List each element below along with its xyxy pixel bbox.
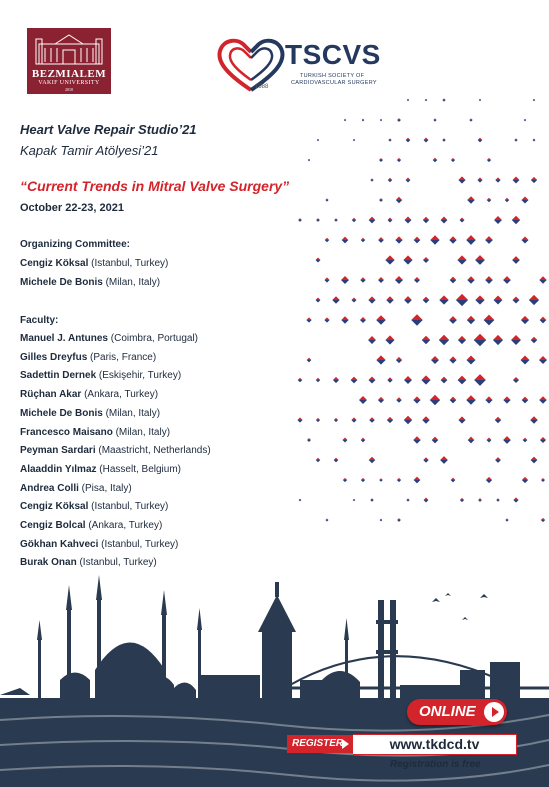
diamond-dot: [451, 478, 456, 483]
university-year: 2010: [65, 87, 73, 92]
diamond-dot: [406, 138, 411, 143]
diamond-dot: [540, 317, 547, 324]
diamond-dot: [531, 457, 538, 464]
diamond-dot: [396, 397, 402, 403]
diamond-dot: [503, 396, 510, 403]
diamond-dot: [341, 316, 348, 323]
diamond-dot: [451, 158, 455, 162]
member-name: Sadettin Dernek: [20, 370, 97, 382]
diamond-dot: [432, 437, 439, 444]
diamond-dot: [474, 334, 487, 347]
society-founding-year: 1988: [255, 84, 269, 90]
diamond-dot: [474, 374, 486, 386]
diamond-dot: [450, 397, 457, 404]
diamond-dot: [522, 477, 528, 483]
heart-logo-icon: [215, 34, 287, 94]
diamond-dot: [495, 457, 501, 463]
diamond-dot: [368, 336, 376, 344]
diamond-dot: [458, 336, 466, 344]
diamond-dot: [351, 297, 356, 302]
diamond-dot: [523, 438, 528, 443]
diamond-dot: [493, 335, 503, 345]
diamond-dot: [370, 498, 373, 501]
member-location: (Maastricht, Netherlands): [95, 445, 211, 457]
diamond-dot: [485, 236, 493, 244]
faculty-member: [20, 389, 158, 400]
diamond-dot: [397, 518, 401, 522]
faculty-member: [20, 445, 211, 456]
diamond-dot: [541, 478, 545, 482]
diamond-dot: [315, 257, 320, 262]
diamond-dot: [325, 518, 328, 521]
member-location: (Milan, Italy): [102, 407, 161, 419]
diamond-dot: [397, 478, 401, 482]
diamond-dot: [325, 198, 328, 201]
diamond-dot: [316, 378, 320, 382]
diamond-dot: [439, 335, 449, 345]
diamond-dot: [308, 159, 310, 161]
diamond-dot: [430, 235, 439, 244]
diamond-dot: [478, 498, 482, 502]
member-location: (Ankara, Turkey): [81, 389, 159, 401]
member-name: Manuel J. Antunes: [20, 333, 108, 344]
diamond-dot: [351, 377, 358, 384]
diamond-dot: [503, 436, 511, 444]
faculty-member: [20, 501, 168, 512]
diamond-dot: [475, 255, 485, 265]
diamond-dot: [413, 396, 420, 403]
diamond-dot: [522, 397, 529, 404]
university-subtitle: VAKIF UNIVERSITY: [38, 80, 100, 86]
diamond-dot: [423, 457, 428, 462]
diamond-dot: [411, 314, 422, 325]
diamond-dot: [485, 276, 493, 284]
member-name: Cengiz Bolcal: [20, 520, 86, 531]
diamond-dot: [422, 336, 431, 345]
diamond-dot: [388, 218, 393, 223]
diamond-dot: [380, 519, 383, 522]
diamond-dot: [485, 396, 492, 403]
faculty-member: [20, 427, 170, 438]
diamond-dot: [379, 158, 383, 162]
diamond-dot: [487, 438, 492, 443]
diamond-dot: [449, 236, 456, 243]
diamond-dot: [316, 298, 321, 303]
diamond-dot: [505, 198, 509, 202]
diamond-dot: [467, 196, 475, 204]
play-icon: [484, 702, 504, 722]
diamond-dot: [353, 139, 355, 141]
diamond-dot: [423, 257, 429, 263]
diamond-dot: [368, 376, 375, 383]
diamond-dot: [521, 236, 528, 243]
diamond-dot: [521, 196, 528, 203]
member-location: (Eskişehir, Turkey): [96, 370, 182, 382]
faculty-member: [20, 408, 160, 419]
diamond-dot: [387, 417, 393, 423]
diamond-dot: [430, 395, 440, 405]
diamond-dot: [344, 119, 346, 121]
faculty-member: [20, 352, 156, 363]
diamond-dot: [414, 237, 421, 244]
diamond-dot: [369, 217, 376, 224]
diamond-dot: [424, 138, 429, 143]
diamond-dot: [316, 218, 320, 222]
diamond-dot: [324, 277, 329, 282]
diamond-dot: [396, 197, 402, 203]
diamond-dot: [449, 316, 457, 324]
diamond-dot: [433, 158, 438, 163]
diamond-dot: [413, 436, 421, 444]
diamond-dot: [385, 255, 394, 264]
arrow-right-icon: [342, 739, 349, 749]
diamond-dot: [368, 296, 375, 303]
organizing-member: [20, 258, 168, 269]
member-name: Gilles Dreyfus: [20, 351, 88, 363]
member-name: Gökhan Kahveci: [20, 538, 99, 550]
diamond-dot: [423, 297, 430, 304]
diamond-dot: [503, 276, 511, 284]
diamond-dot: [540, 437, 546, 443]
member-name: Francesco Maisano: [20, 426, 113, 438]
member-location: (Istanbul, Turkey): [88, 258, 169, 269]
faculty-member: [20, 539, 178, 550]
diamond-dot: [425, 99, 428, 102]
organizing-member: [20, 277, 160, 288]
diamond-dot: [541, 518, 545, 522]
member-name: Andrea Colli: [20, 482, 79, 494]
member-name: Rüçhan Akar: [20, 389, 82, 401]
member-location: (Milan, Italy): [102, 277, 161, 288]
diamond-dot: [298, 218, 302, 222]
diamond-dot: [405, 217, 412, 224]
diamond-dot: [376, 355, 385, 364]
organizing-committee-heading: Organizing Committee:: [20, 239, 131, 250]
diamond-dot: [466, 235, 476, 245]
member-location: (Ankara, Turkey): [85, 520, 163, 531]
diamond-dot: [388, 178, 393, 183]
diamond-dot: [414, 277, 420, 283]
diamond-dot: [529, 295, 539, 305]
diamond-dot: [486, 477, 492, 483]
diamond-dot: [530, 416, 538, 424]
diamond-dot: [442, 138, 445, 141]
diamond-dot: [360, 277, 365, 282]
diamond-dot: [406, 178, 411, 183]
member-name: Peyman Sardari: [20, 445, 96, 457]
diamond-dot: [456, 294, 468, 306]
diamond-dot: [494, 296, 503, 305]
diamond-dot: [307, 438, 311, 442]
diamond-dot: [352, 218, 356, 222]
diamond-dot: [403, 255, 412, 264]
diamond-dot: [343, 478, 347, 482]
diamond-dot: [369, 457, 376, 464]
diamond-dot: [513, 377, 519, 383]
diamond-dot: [325, 238, 330, 243]
diamond-dot: [380, 119, 382, 121]
member-name: Burak Onan: [20, 557, 77, 569]
diamond-dot: [467, 276, 475, 284]
faculty-member: [20, 464, 181, 475]
bezmialem-university-logo: [27, 28, 111, 94]
diamond-dot: [450, 277, 457, 284]
member-location: (Paris, France): [87, 351, 157, 363]
diamond-dot: [379, 478, 383, 482]
diamond-dot: [477, 177, 482, 182]
diamond-dot: [475, 295, 484, 304]
diamond-dot: [439, 295, 448, 304]
diamond-dot: [397, 158, 401, 162]
diamond-dot: [378, 397, 384, 403]
diamond-dot: [531, 177, 537, 183]
diamond-dot: [299, 499, 302, 502]
event-title-english: Heart Valve Repair Studio’21: [20, 122, 197, 137]
diamond-dot: [467, 316, 475, 324]
registration-note: Registration is free: [390, 759, 481, 770]
diamond-dot: [334, 458, 339, 463]
diamond-dot: [466, 395, 476, 405]
diamond-dot: [531, 337, 538, 344]
member-location: (Istanbul, Turkey): [98, 538, 179, 550]
diamond-dot: [316, 458, 320, 462]
diamond-dot: [479, 99, 481, 101]
society-name-line1: TURKISH SOCIETY OF: [300, 73, 365, 79]
diamond-dot: [487, 158, 491, 162]
diamond-dot: [511, 335, 521, 345]
register-label: REGISTER: [292, 738, 344, 749]
diamond-dot: [334, 418, 338, 422]
diamond-dot: [370, 178, 373, 181]
diamond-dot: [441, 217, 448, 224]
diamond-dot: [460, 498, 464, 502]
register-button[interactable]: [287, 735, 353, 753]
diamond-dot: [387, 377, 392, 382]
faculty-heading: Faculty:: [20, 315, 59, 326]
diamond-dot: [361, 438, 366, 443]
diamond-dot: [379, 198, 383, 202]
diamond-dot: [362, 119, 365, 122]
diamond-dot: [342, 437, 347, 442]
diamond-dot: [407, 99, 409, 101]
member-location: (Hasselt, Belgium): [96, 463, 181, 475]
faculty-member: [20, 370, 181, 381]
diamond-dot: [512, 216, 520, 224]
diamond-dot: [332, 296, 340, 304]
diamond-dot: [514, 138, 517, 141]
diamond-dot: [495, 177, 500, 182]
diamond-dot: [333, 377, 339, 383]
society-acronym: TSCVS: [285, 39, 381, 70]
member-name: Michele De Bonis: [20, 277, 103, 288]
website-link[interactable]: www.tkdcd.tv: [353, 734, 517, 755]
member-name: Cengiz Köksal: [20, 501, 89, 513]
faculty-member: [20, 520, 162, 531]
member-location: (Milan, Italy): [112, 426, 171, 438]
diamond-dot: [317, 139, 319, 141]
diamond-dot: [496, 498, 500, 502]
diamond-dot: [396, 357, 402, 363]
diamond-dot: [495, 417, 502, 424]
diamond-dot: [512, 296, 519, 303]
online-button[interactable]: [407, 699, 507, 725]
diamond-dot: [378, 237, 384, 243]
diamond-dot: [306, 317, 311, 322]
diamond-dot: [395, 276, 403, 284]
diamond-dot: [397, 118, 401, 122]
diamond-dot: [395, 236, 402, 243]
tscvs-logo: [215, 34, 390, 94]
diamond-dot: [378, 277, 384, 283]
diamond-dot: [404, 416, 412, 424]
diamond-dot: [505, 518, 508, 521]
diamond-dot: [433, 118, 436, 121]
diamond-dot: [298, 378, 303, 383]
diamond-dot: [458, 176, 465, 183]
diamond-dot: [369, 417, 375, 423]
diamond-dot: [353, 499, 356, 502]
diamond-dot: [441, 377, 448, 384]
diamond-dot: [414, 477, 421, 484]
member-location: (Pisa, Italy): [78, 482, 132, 494]
diamond-dot: [449, 356, 456, 363]
diamond-dot: [316, 418, 320, 422]
diamond-dot: [440, 456, 448, 464]
diamond-dot: [307, 358, 312, 363]
diamond-dot: [342, 237, 349, 244]
faculty-member: [20, 483, 132, 494]
diamond-dot: [520, 355, 529, 364]
diamond-dot: [359, 396, 367, 404]
diamond-dot: [404, 296, 412, 304]
diamond-dot: [524, 119, 527, 122]
diamond-dot: [361, 478, 365, 482]
diamond-dot: [406, 498, 409, 501]
diamond-dot: [494, 216, 502, 224]
member-name: Alaaddin Yılmaz: [20, 463, 97, 475]
event-theme: “Current Trends in Mitral Valve Surgery”: [20, 178, 290, 194]
online-label: ONLINE: [419, 703, 476, 720]
diamond-dot: [351, 417, 356, 422]
diamond-dot: [458, 416, 465, 423]
society-name-line2: CARDIOVASCULAR SURGERY: [291, 80, 377, 86]
member-name: Cengiz Köksal: [20, 258, 89, 269]
diamond-dot: [360, 317, 366, 323]
member-location: (Coimbra, Portugal): [107, 333, 199, 344]
diamond-dot: [442, 98, 445, 101]
diamond-dot: [341, 276, 349, 284]
university-building-icon: [35, 32, 103, 66]
diamond-dot: [324, 317, 329, 322]
member-name: Michele De Bonis: [20, 407, 103, 419]
diamond-dot: [421, 375, 430, 384]
diamond-dot: [334, 218, 338, 222]
diamond-dot: [404, 376, 412, 384]
diamond-dot: [466, 355, 475, 364]
diamond-dot: [468, 437, 475, 444]
event-dates: October 22-23, 2021: [20, 202, 124, 214]
event-title-turkish: Kapak Tamir Atölyesi’21: [20, 143, 159, 158]
diamond-dot: [422, 416, 430, 424]
diamond-dot: [484, 315, 495, 326]
diamond-dot: [388, 138, 391, 141]
diamond-dot: [487, 198, 492, 203]
diamond-dot: [459, 217, 464, 222]
diamond-dot: [423, 217, 429, 223]
faculty-member: [20, 333, 198, 344]
diamond-dot: [431, 356, 439, 364]
diamond-dot: [512, 256, 520, 264]
diamond-dot: [539, 396, 547, 404]
diamond-dot: [297, 417, 302, 422]
diamond-dot: [385, 335, 394, 344]
university-name: BEZMIALEM: [31, 68, 107, 80]
diamond-dot: [457, 255, 466, 264]
diamond-dot: [376, 315, 386, 325]
diamond-dot: [513, 497, 518, 502]
diamond-dot: [539, 276, 546, 283]
diamond-dot: [469, 118, 472, 121]
diamond-dot: [521, 316, 529, 324]
diamond-dot: [458, 376, 467, 385]
diamond-dot: [386, 296, 394, 304]
member-location: (Istanbul, Turkey): [88, 501, 169, 513]
diamond-dot: [513, 177, 520, 184]
diamond-dot: [533, 139, 536, 142]
diamond-dot: [361, 238, 365, 242]
diamond-dot: [424, 498, 429, 503]
diamond-dot: [478, 138, 483, 143]
faculty-member: [20, 557, 157, 568]
diamond-dot: [533, 99, 535, 101]
diamond-dot: [539, 356, 547, 364]
member-location: (Istanbul, Turkey): [76, 557, 157, 569]
